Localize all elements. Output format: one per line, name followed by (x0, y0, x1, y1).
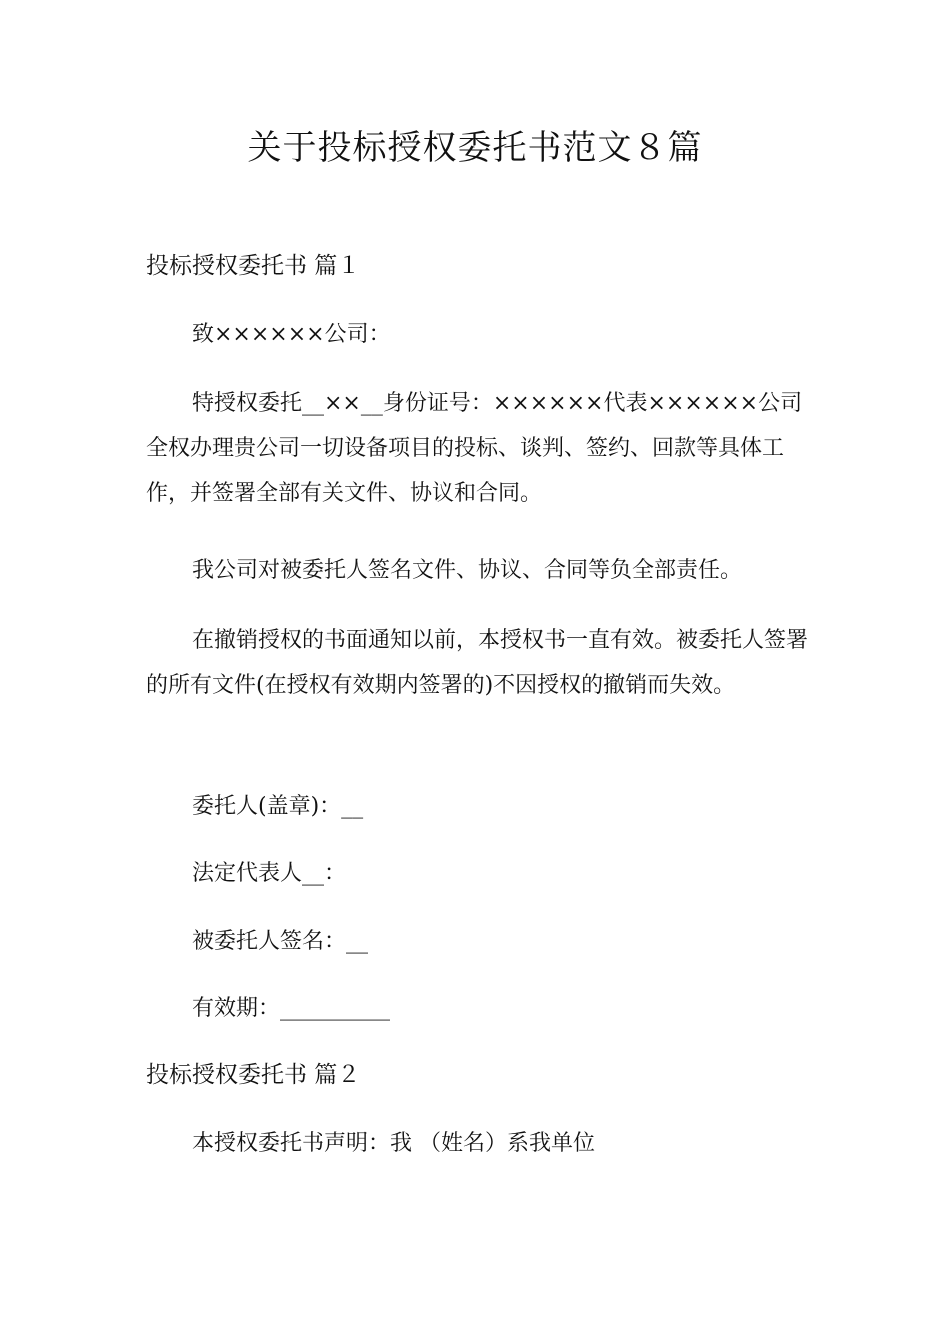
field-validity-period: 有效期：__________ (192, 996, 391, 1021)
section-heading-1: 投标授权委托书 篇１ (146, 253, 361, 279)
paragraph-declaration: 本授权委托书声明：我 （姓名）系我单位 (192, 1131, 595, 1156)
paragraph-validity: 在撤销授权的书面通知以前，本授权书一直有效。被委托人签署的所有文件(在授权有效期内签署的)不因授权的撤销而失效。 (146, 628, 809, 698)
paragraph-authorization: 特授权委托__××__身份证号：××××××代表××××××公司全权办理贵公司一切设备项目的投标、谈判、签约、回款等具体工作，并签署全部有关文件、协议和合同。 (146, 391, 803, 506)
paragraph-addressee: 致××××××公司： (192, 322, 391, 347)
field-agent-signature: 被委托人签名：__ (192, 929, 369, 954)
paragraph-responsibility: 我公司对被委托人签名文件、协议、合同等负全部责任。 (192, 558, 743, 583)
section-heading-2: 投标授权委托书 篇２ (146, 1062, 361, 1088)
field-principal-seal: 委托人(盖章)：__ (192, 794, 364, 819)
document-title: 关于投标授权委托书范文８篇 (247, 128, 703, 168)
field-legal-representative: 法定代表人__： (192, 861, 347, 886)
